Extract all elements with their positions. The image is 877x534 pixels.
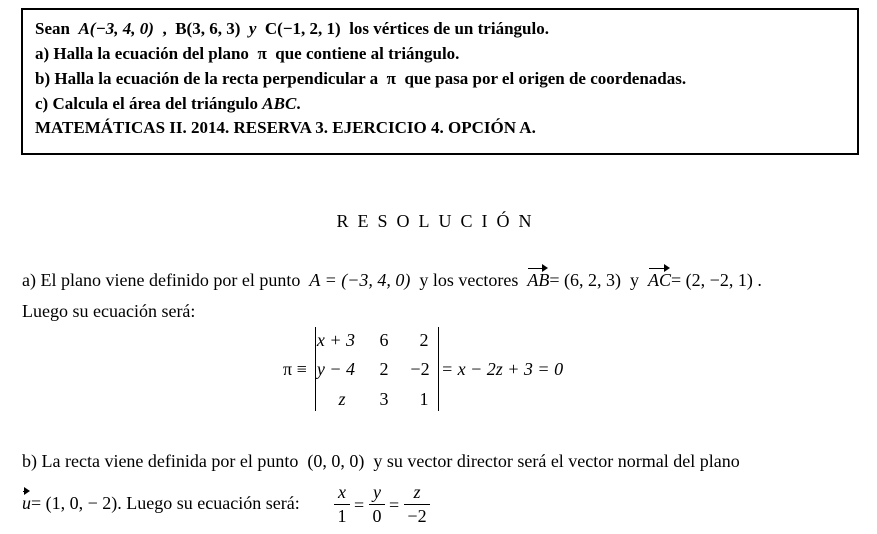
part-b-line2-mid: . Luego su ecuación será: (117, 493, 300, 513)
part-b-line-2 (22, 492, 300, 514)
line2-pre: a) Halla la ecuación del plano (35, 44, 249, 63)
point-c: C(−1, 2, 1) (264, 19, 341, 38)
part-a-line-2: Luego su ecuación será: (22, 301, 196, 321)
line3-pre: b) Halla la ecuación de la recta perpendicular a (35, 69, 379, 88)
line1-suffix: los vértices de un triángulo. (349, 19, 549, 38)
line3-post: que pasa por el origen de coordenadas. (404, 69, 687, 88)
part-b-line-1 (22, 450, 740, 472)
fraction-numerator: y (373, 482, 381, 502)
part-a-point: A = (−3, 4, 0) (309, 270, 411, 290)
part-a-line-1 (22, 269, 762, 291)
point-a: A(−3, 4, 0) (78, 19, 154, 38)
fraction-numerator: z (413, 482, 421, 502)
matrix-cell: z (338, 389, 346, 409)
problem-line-4 (35, 94, 301, 114)
text-sean: Sean (35, 19, 70, 38)
problem-line-5: MATEMÁTICAS II. 2014. RESERVA 3. EJERCICIO 4. OPCIÓN A. (35, 118, 536, 137)
vector-ab: AB (527, 270, 550, 290)
part-b-intro: b) La recta viene definida por el punto (22, 451, 299, 471)
matrix-cell: 3 (379, 389, 389, 409)
text-conj: y (248, 19, 257, 38)
part-a-and-vectors: y los vectores (419, 270, 519, 290)
fraction-x (334, 482, 350, 527)
vector-u: u (22, 493, 31, 513)
part-b-line1-post: y su vector director será el vector normal del plano (373, 451, 740, 471)
problem-line-2 (35, 44, 459, 64)
triangle-abc: ABC (262, 94, 297, 113)
pi-symbol: π (386, 69, 396, 88)
point-b: B(3, 6, 3) (175, 19, 241, 38)
vector-ab-value: = (6, 2, 3) (549, 270, 621, 290)
origin-point: (0, 0, 0) (307, 451, 365, 471)
problem-line-1: Sean A(−3, 4, 0) , B(3, 6, 3) y C(−1, 2, 1) los vértices de un triángulo. (35, 19, 549, 38)
fraction-denominator: 1 (337, 506, 347, 526)
vector-ac-value: = (2, −2, 1) (671, 270, 753, 290)
fraction-numerator: x (338, 482, 346, 502)
equals-sign: = (354, 495, 365, 515)
fraction-denominator: 0 (372, 506, 382, 526)
fraction-denominator: −2 (407, 506, 427, 526)
problem-line-3 (35, 69, 686, 89)
problem-statement-box (21, 8, 859, 155)
equals-sign: = (389, 495, 400, 515)
line2-post: que contiene al triángulo. (275, 44, 460, 63)
fraction-y (369, 482, 385, 527)
resolution-title: RESOLUCIÓN (336, 211, 541, 231)
determinant (315, 327, 439, 411)
vector-u-value: = (1, 0, − 2) (31, 493, 118, 513)
plane-equation-result: = x − 2z + 3 = 0 (441, 359, 564, 379)
matrix-cell: y − 4 (316, 359, 356, 379)
matrix-cell: x + 3 (316, 330, 356, 350)
matrix-cell: −2 (410, 359, 430, 379)
matrix-cell: 6 (379, 330, 389, 350)
matrix-cell: 2 (379, 359, 389, 379)
pi-symbol: π (257, 44, 267, 63)
matrix-cell: 1 (419, 389, 429, 409)
matrix-cell: 2 (419, 330, 429, 350)
text-y: y (630, 270, 639, 290)
part-a-intro: a) El plano viene definido por el punto (22, 270, 301, 290)
line4-end: . (296, 94, 301, 113)
vector-ac: AC (648, 270, 672, 290)
pi-equiv: π ≡ (283, 359, 307, 379)
line4-pre: c) Calcula el área del triángulo (35, 94, 259, 113)
part-a-end: . (757, 270, 762, 290)
fraction-z (404, 482, 430, 527)
